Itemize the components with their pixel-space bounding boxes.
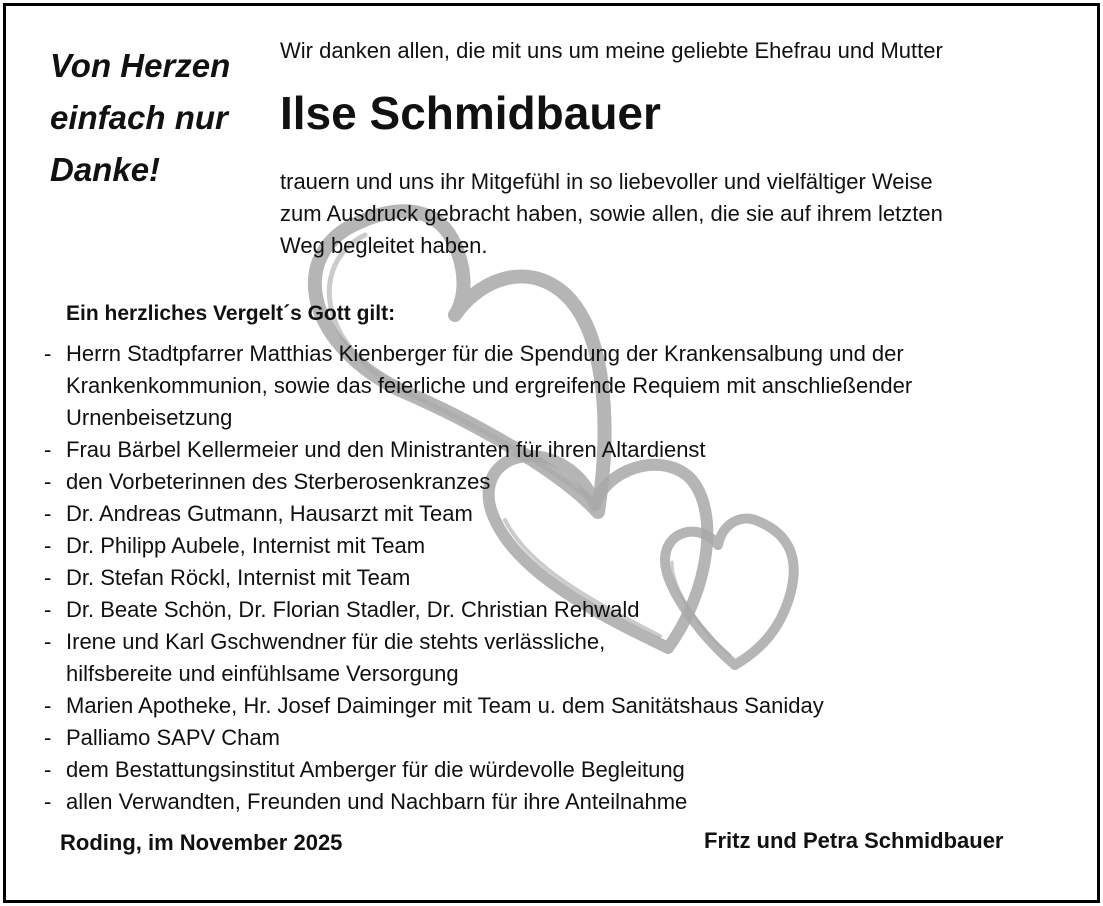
bullet-dash: - xyxy=(44,789,52,814)
thanks-item-line: dem Bestattungsinstitut Amberger für die würdevolle Begleitung xyxy=(66,757,685,782)
thanks-item-line: Frau Bärbel Kellermeier und den Ministranten für ihren Altardienst xyxy=(66,437,706,462)
bullet-dash: - xyxy=(44,693,52,718)
thanks-list xyxy=(44,338,1064,818)
paragraph-line: trauern und uns ihr Mitgefühl in so liebevoller und vielfältiger Weise xyxy=(280,169,933,194)
tagline-line: einfach nur xyxy=(50,99,228,136)
bullet-dash: - xyxy=(44,725,52,750)
thanks-item xyxy=(44,338,1064,434)
thanks-item xyxy=(44,434,1064,466)
bullet-dash: - xyxy=(44,437,52,462)
place-date: Roding, im November 2025 xyxy=(60,830,343,855)
thanks-item xyxy=(44,530,1064,562)
bullet-dash: - xyxy=(44,469,52,494)
thanks-item-line: Palliamo SAPV Cham xyxy=(66,725,280,750)
thanks-item-line: den Vorbeterinnen des Sterberosenkranzes xyxy=(66,469,491,494)
bullet-dash: - xyxy=(44,565,52,590)
tagline xyxy=(50,40,250,196)
tagline-line: Danke! xyxy=(50,151,161,188)
thanks-item xyxy=(44,594,1064,626)
tagline-line: Von Herzen xyxy=(50,47,231,84)
thanks-item-line: Krankenkommunion, sowie das feierliche und ergreifende Requiem mit anschließender xyxy=(66,373,913,398)
paragraph-line: Weg begleitet haben. xyxy=(280,233,488,258)
thanks-item xyxy=(44,626,1064,690)
thanks-item-line: Urnenbeisetzung xyxy=(66,405,233,430)
paragraph-line: zum Ausdruck gebracht haben, sowie allen, die sie auf ihrem letzten xyxy=(280,201,943,226)
thanks-item xyxy=(44,690,1064,722)
thanks-item xyxy=(44,498,1064,530)
thanks-item-line: Dr. Beate Schön, Dr. Florian Stadler, Dr. Christian Rehwald xyxy=(66,597,640,622)
thanks-item-line: allen Verwandten, Freunden und Nachbarn für ihre Anteilnahme xyxy=(66,789,688,814)
bullet-dash: - xyxy=(44,533,52,558)
thanks-item-line: Dr. Andreas Gutmann, Hausarzt mit Team xyxy=(66,501,473,526)
signature: Fritz und Petra Schmidbauer xyxy=(704,828,1004,853)
thanks-item-line: Herrn Stadtpfarrer Matthias Kienberger für die Spendung der Krankensalbung und der xyxy=(66,341,904,366)
bullet-dash: - xyxy=(44,341,52,366)
gratitude-paragraph xyxy=(280,166,1060,262)
bullet-dash: - xyxy=(44,597,52,622)
deceased-name: Ilse Schmidbauer xyxy=(280,87,661,139)
thanks-item xyxy=(44,466,1064,498)
bullet-dash: - xyxy=(44,501,52,526)
thanks-item-line: Marien Apotheke, Hr. Josef Daiminger mit Team u. dem Sanitätshaus Saniday xyxy=(66,693,824,718)
thanks-item xyxy=(44,786,1064,818)
bullet-dash: - xyxy=(44,629,52,654)
thanks-item-line: Dr. Stefan Röckl, Internist mit Team xyxy=(66,565,411,590)
thanks-item xyxy=(44,754,1064,786)
intro-text: Wir danken allen, die mit uns um meine geliebte Ehefrau und Mutter xyxy=(280,38,943,63)
thanks-item-line: hilfsbereite und einfühlsame Versorgung xyxy=(66,661,459,686)
thanks-item-line: Dr. Philipp Aubele, Internist mit Team xyxy=(66,533,426,558)
thanks-item-line: Irene und Karl Gschwendner für die stehts verlässliche, xyxy=(66,629,606,654)
thanks-heading: Ein herzliches Vergelt´s Gott gilt: xyxy=(66,302,396,325)
thanks-item xyxy=(44,562,1064,594)
bullet-dash: - xyxy=(44,757,52,782)
thanks-item xyxy=(44,722,1064,754)
